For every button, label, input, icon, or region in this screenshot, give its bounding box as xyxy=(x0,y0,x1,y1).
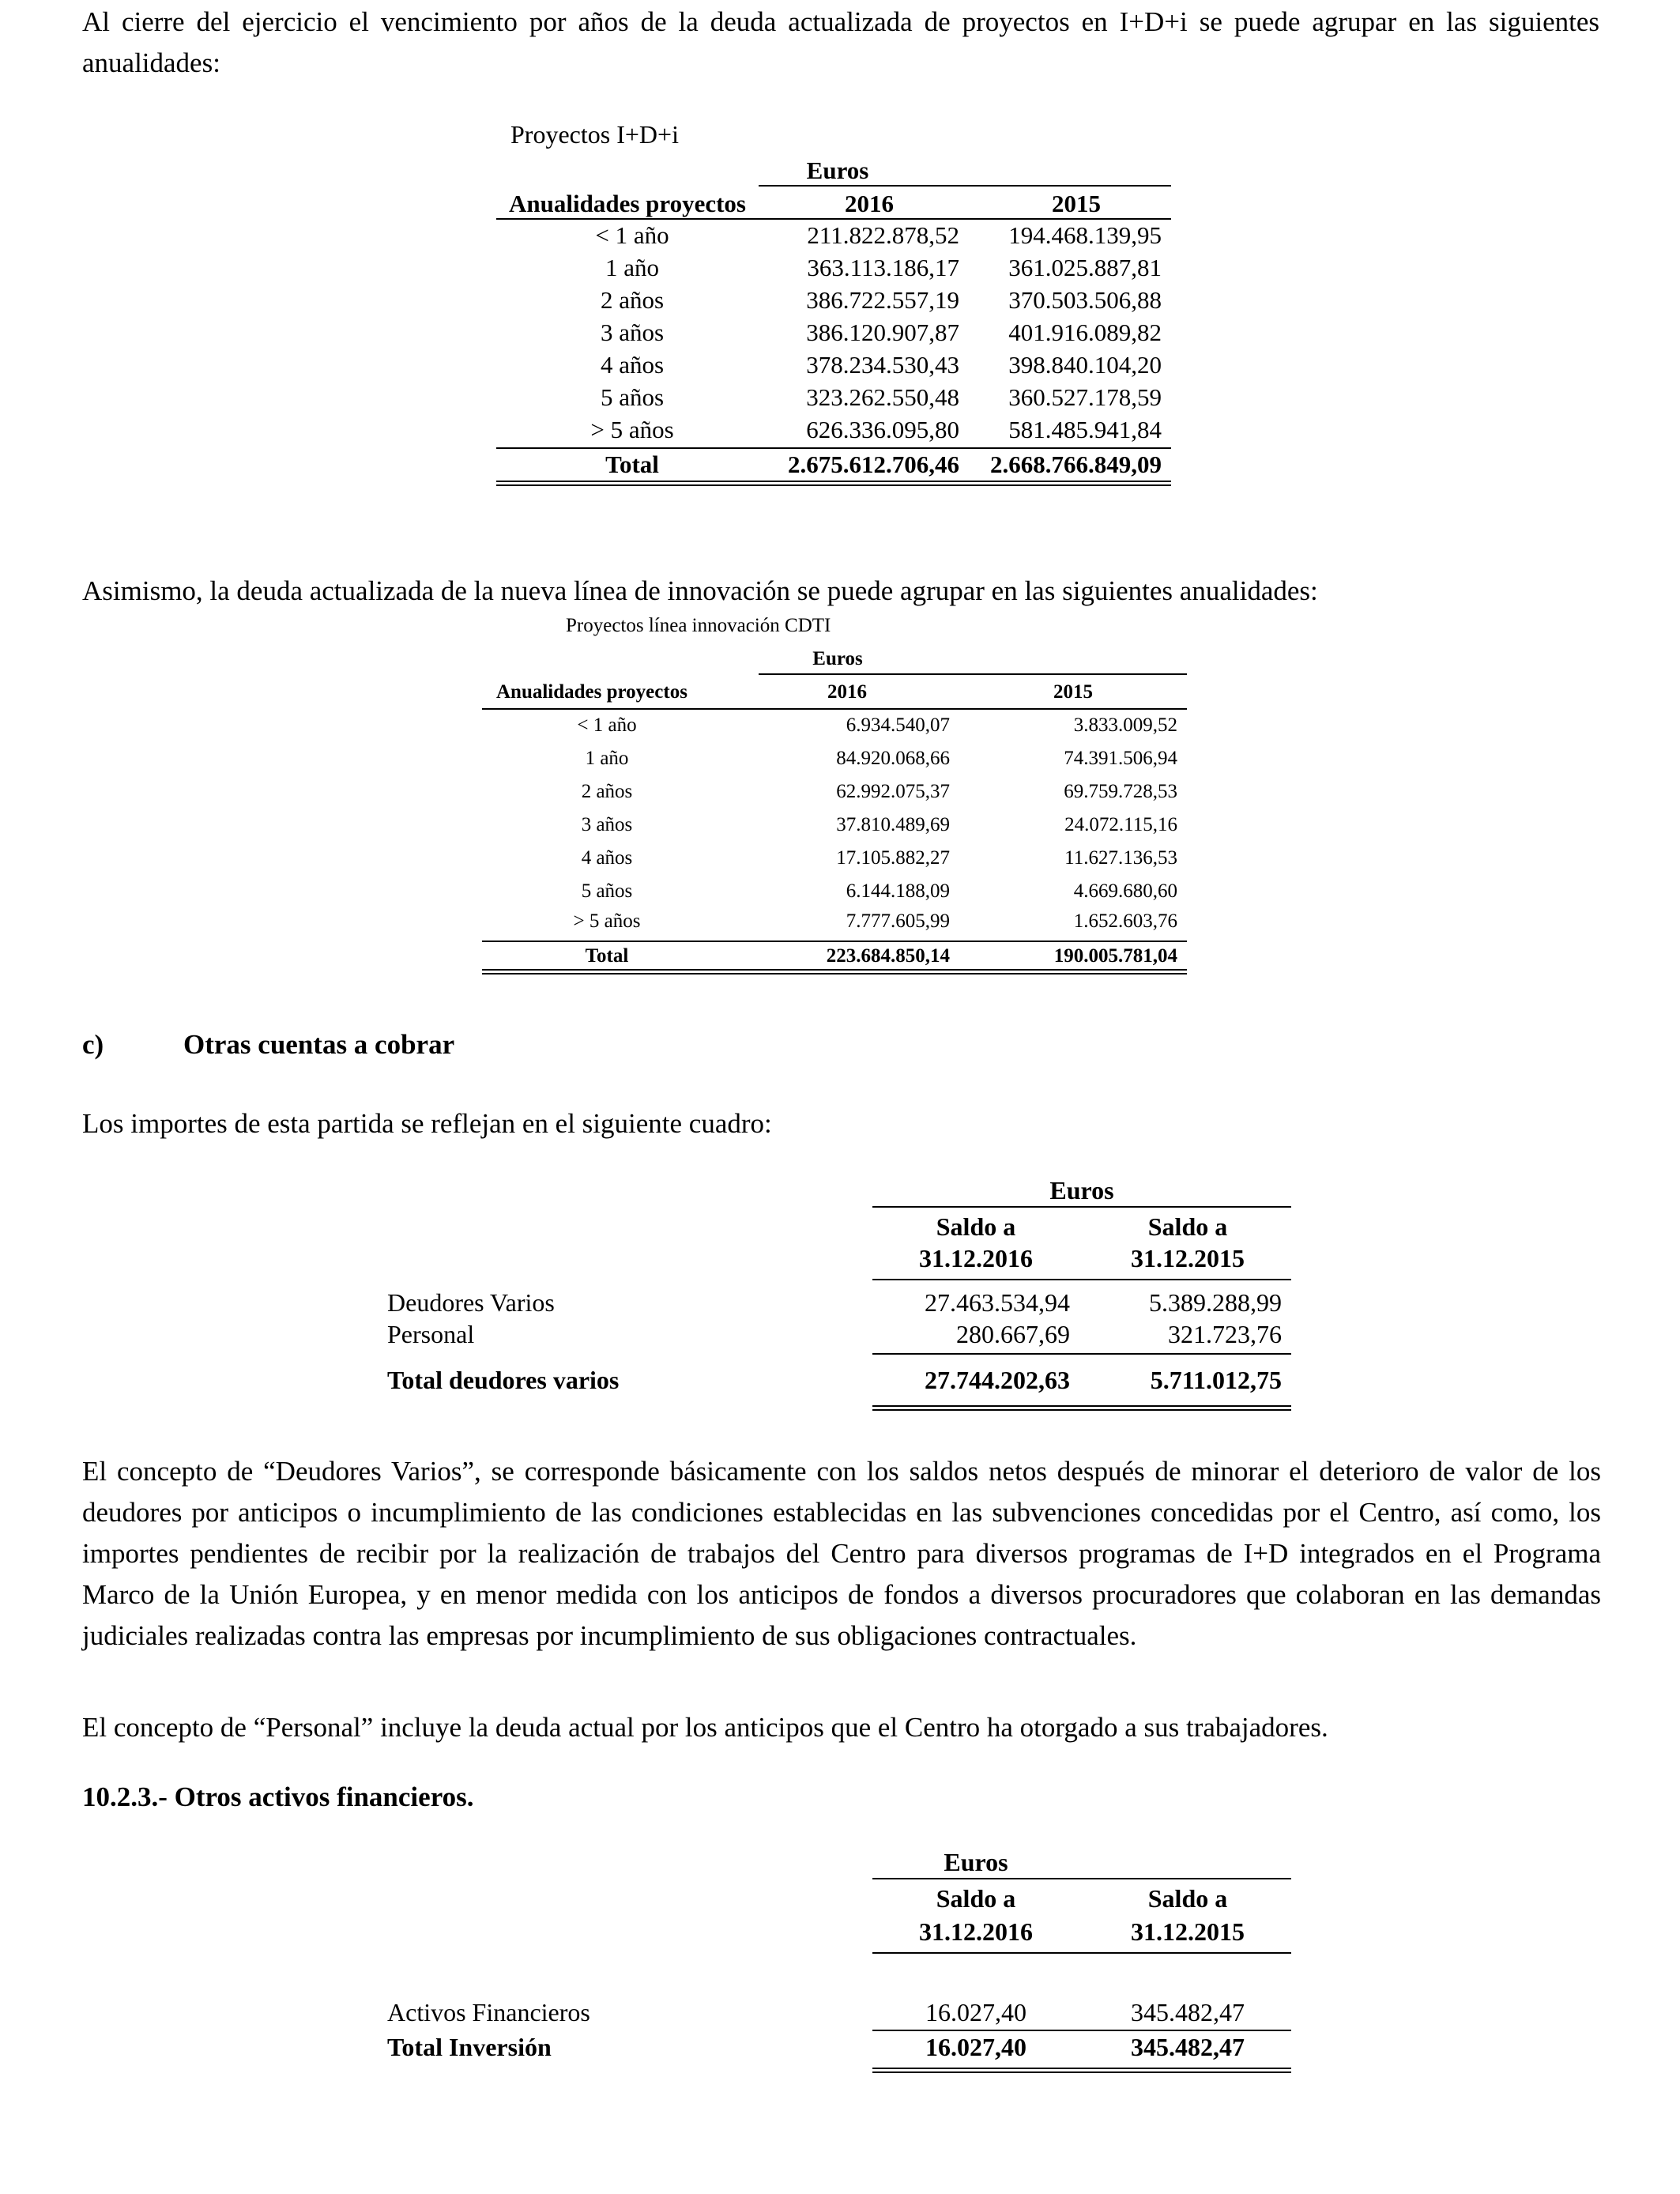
asimismo-paragraph: Asimismo, la deuda actualizada de la nueva línea de innovación se puede agrupar en las siguientes anualidades: xyxy=(82,575,1318,606)
row-label: 3 años xyxy=(600,319,665,346)
double-underline xyxy=(496,481,1171,486)
row-label: Activos Financieros xyxy=(387,1998,590,2026)
row-label: < 1 año xyxy=(577,714,637,736)
double-underline xyxy=(872,2068,1291,2073)
currency-header: Euros xyxy=(1049,1176,1114,1204)
saldo-2015-header: Saldo a xyxy=(1147,1884,1228,1913)
header-rule xyxy=(872,1878,1291,1879)
value-2015: 398.840.104,20 xyxy=(1008,351,1162,379)
currency-header: Euros xyxy=(812,648,863,669)
total-2015: 5.711.012,75 xyxy=(1150,1366,1282,1394)
total-2016: 2.675.612.706,46 xyxy=(788,450,959,478)
column-rule xyxy=(872,1279,1291,1280)
table-caption: Proyectos I+D+i xyxy=(510,120,679,149)
date-2015-header: 31.12.2015 xyxy=(1131,1917,1245,1946)
saldo-2016-header: Saldo a xyxy=(936,1212,1016,1241)
value-2015: 360.527.178,59 xyxy=(1008,383,1162,411)
value-2015: 321.723,76 xyxy=(1168,1320,1282,1348)
section-title: Otras cuentas a cobrar xyxy=(183,1029,455,1060)
value-2015: 345.482,47 xyxy=(1131,1998,1245,2026)
total-label: Total deudores varios xyxy=(387,1366,620,1394)
intro-paragraph: Al cierre del ejercicio el vencimiento por años de la deuda actualizada de proyectos en I+D+i se puede agrupar en las siguientes anualidades: xyxy=(82,6,1599,78)
value-2016: 17.105.882,27 xyxy=(836,847,950,869)
total-rule xyxy=(872,2030,1291,2031)
value-2015: 69.759.728,53 xyxy=(1064,781,1177,802)
saldo-2016-header: Saldo a xyxy=(936,1884,1016,1913)
value-2015: 24.072.115,16 xyxy=(1064,814,1177,835)
row-label: 5 años xyxy=(581,880,633,902)
total-2015: 345.482,47 xyxy=(1131,2033,1245,2061)
row-label: 4 años xyxy=(600,351,665,379)
date-2016-header: 31.12.2016 xyxy=(919,1244,1033,1272)
total-label: Total Inversión xyxy=(387,2033,552,2061)
year-2016-header: 2016 xyxy=(827,681,867,703)
value-2016: 27.463.534,94 xyxy=(925,1288,1070,1317)
value-2015: 4.669.680,60 xyxy=(1073,880,1177,902)
value-2015: 1.652.603,76 xyxy=(1073,910,1177,932)
value-2015: 370.503.506,88 xyxy=(1008,286,1162,314)
total-2016: 223.684.850,14 xyxy=(826,945,950,967)
value-2016: 378.234.530,43 xyxy=(806,351,959,379)
header-rule xyxy=(759,673,1187,675)
row-label: < 1 año xyxy=(595,221,669,249)
deudores-paragraph: El concepto de “Deudores Varios”, se corresponde básicamente con los saldos netos después de minorar el deterioro de valor de los deudores por anticipos o incumplimiento de las condiciones establecidas en las subvenciones concedidas por el Centro, así como, los importes pendientes de recibir por la realización de trabajos del Centro para diversos programas de I+D integrados en el Programa Marco de la Unión Europea, y en menor medida con los anticipos de fondos a diversos procuradores que colaboran en las demandas judiciales realizadas contra las empresas por incumplimiento de sus obligaciones contractuales. xyxy=(82,1456,1601,1651)
value-2016: 211.822.878,52 xyxy=(807,221,959,249)
value-2016: 386.120.907,87 xyxy=(806,319,959,346)
personal-paragraph: El concepto de “Personal” incluye la deuda actual por los anticipos que el Centro ha otorgado a sus trabajadores. xyxy=(82,1712,1328,1743)
year-2015-header: 2015 xyxy=(1053,681,1093,703)
row-label: Personal xyxy=(387,1320,475,1348)
table-caption: Proyectos línea innovación CDTI xyxy=(566,615,831,636)
column-label: Anualidades proyectos xyxy=(509,190,746,217)
value-2015: 581.485.941,84 xyxy=(1008,416,1162,443)
row-label: Deudores Varios xyxy=(387,1288,555,1317)
date-2015-header: 31.12.2015 xyxy=(1131,1244,1245,1272)
value-2015: 5.389.288,99 xyxy=(1149,1288,1282,1317)
section-heading: 10.2.3.- Otros activos financieros. xyxy=(82,1781,474,1812)
total-rule xyxy=(496,447,1171,449)
column-rule xyxy=(482,708,1187,710)
header-rule xyxy=(759,185,1171,187)
value-2015: 401.916.089,82 xyxy=(1008,319,1162,346)
total-label: Total xyxy=(605,450,659,478)
double-underline xyxy=(482,969,1187,974)
value-2016: 626.336.095,80 xyxy=(806,416,959,443)
value-2016: 84.920.068,66 xyxy=(836,748,950,769)
value-2016: 6.934.540,07 xyxy=(846,714,950,736)
header-rule xyxy=(872,1206,1291,1208)
total-rule xyxy=(872,1353,1291,1355)
importes-paragraph: Los importes de esta partida se reflejan en el siguiente cuadro: xyxy=(82,1108,772,1139)
total-label: Total xyxy=(585,945,629,967)
row-label: 1 año xyxy=(605,254,659,281)
value-2016: 280.667,69 xyxy=(956,1320,1070,1348)
row-label: 2 años xyxy=(581,781,633,802)
section-letter: c) xyxy=(82,1029,104,1060)
total-rule xyxy=(482,941,1187,942)
value-2015: 361.025.887,81 xyxy=(1008,254,1162,281)
total-2015: 190.005.781,04 xyxy=(1053,945,1177,967)
row-label: 4 años xyxy=(581,847,633,869)
value-2016: 6.144.188,09 xyxy=(846,880,950,902)
value-2016: 16.027,40 xyxy=(925,1998,1026,2026)
value-2016: 7.777.605,99 xyxy=(846,910,950,932)
total-2016: 16.027,40 xyxy=(925,2033,1026,2061)
row-label: 3 años xyxy=(581,814,633,835)
double-underline xyxy=(872,1405,1291,1411)
value-2015: 3.833.009,52 xyxy=(1073,714,1177,736)
value-2015: 74.391.506,94 xyxy=(1064,748,1177,769)
date-2016-header: 31.12.2016 xyxy=(919,1917,1033,1946)
currency-header: Euros xyxy=(944,1848,1008,1876)
total-2016: 27.744.202,63 xyxy=(925,1366,1070,1394)
total-2015: 2.668.766.849,09 xyxy=(990,450,1162,478)
column-rule xyxy=(872,1952,1291,1954)
row-label: 2 años xyxy=(600,286,665,314)
year-2016-header: 2016 xyxy=(845,190,894,217)
value-2016: 37.810.489,69 xyxy=(836,814,950,835)
saldo-2015-header: Saldo a xyxy=(1147,1212,1228,1241)
value-2016: 323.262.550,48 xyxy=(806,383,959,411)
row-label: > 5 años xyxy=(573,910,641,932)
year-2015-header: 2015 xyxy=(1052,190,1101,217)
row-label: 5 años xyxy=(600,383,665,411)
row-label: > 5 años xyxy=(590,416,674,443)
value-2016: 363.113.186,17 xyxy=(807,254,959,281)
column-rule xyxy=(496,218,1171,220)
value-2016: 62.992.075,37 xyxy=(836,781,950,802)
currency-header: Euros xyxy=(806,156,869,184)
value-2015: 194.468.139,95 xyxy=(1008,221,1162,249)
row-label: 1 año xyxy=(585,748,629,769)
value-2015: 11.627.136,53 xyxy=(1064,847,1177,869)
column-label: Anualidades proyectos xyxy=(496,681,687,703)
value-2016: 386.722.557,19 xyxy=(806,286,959,314)
